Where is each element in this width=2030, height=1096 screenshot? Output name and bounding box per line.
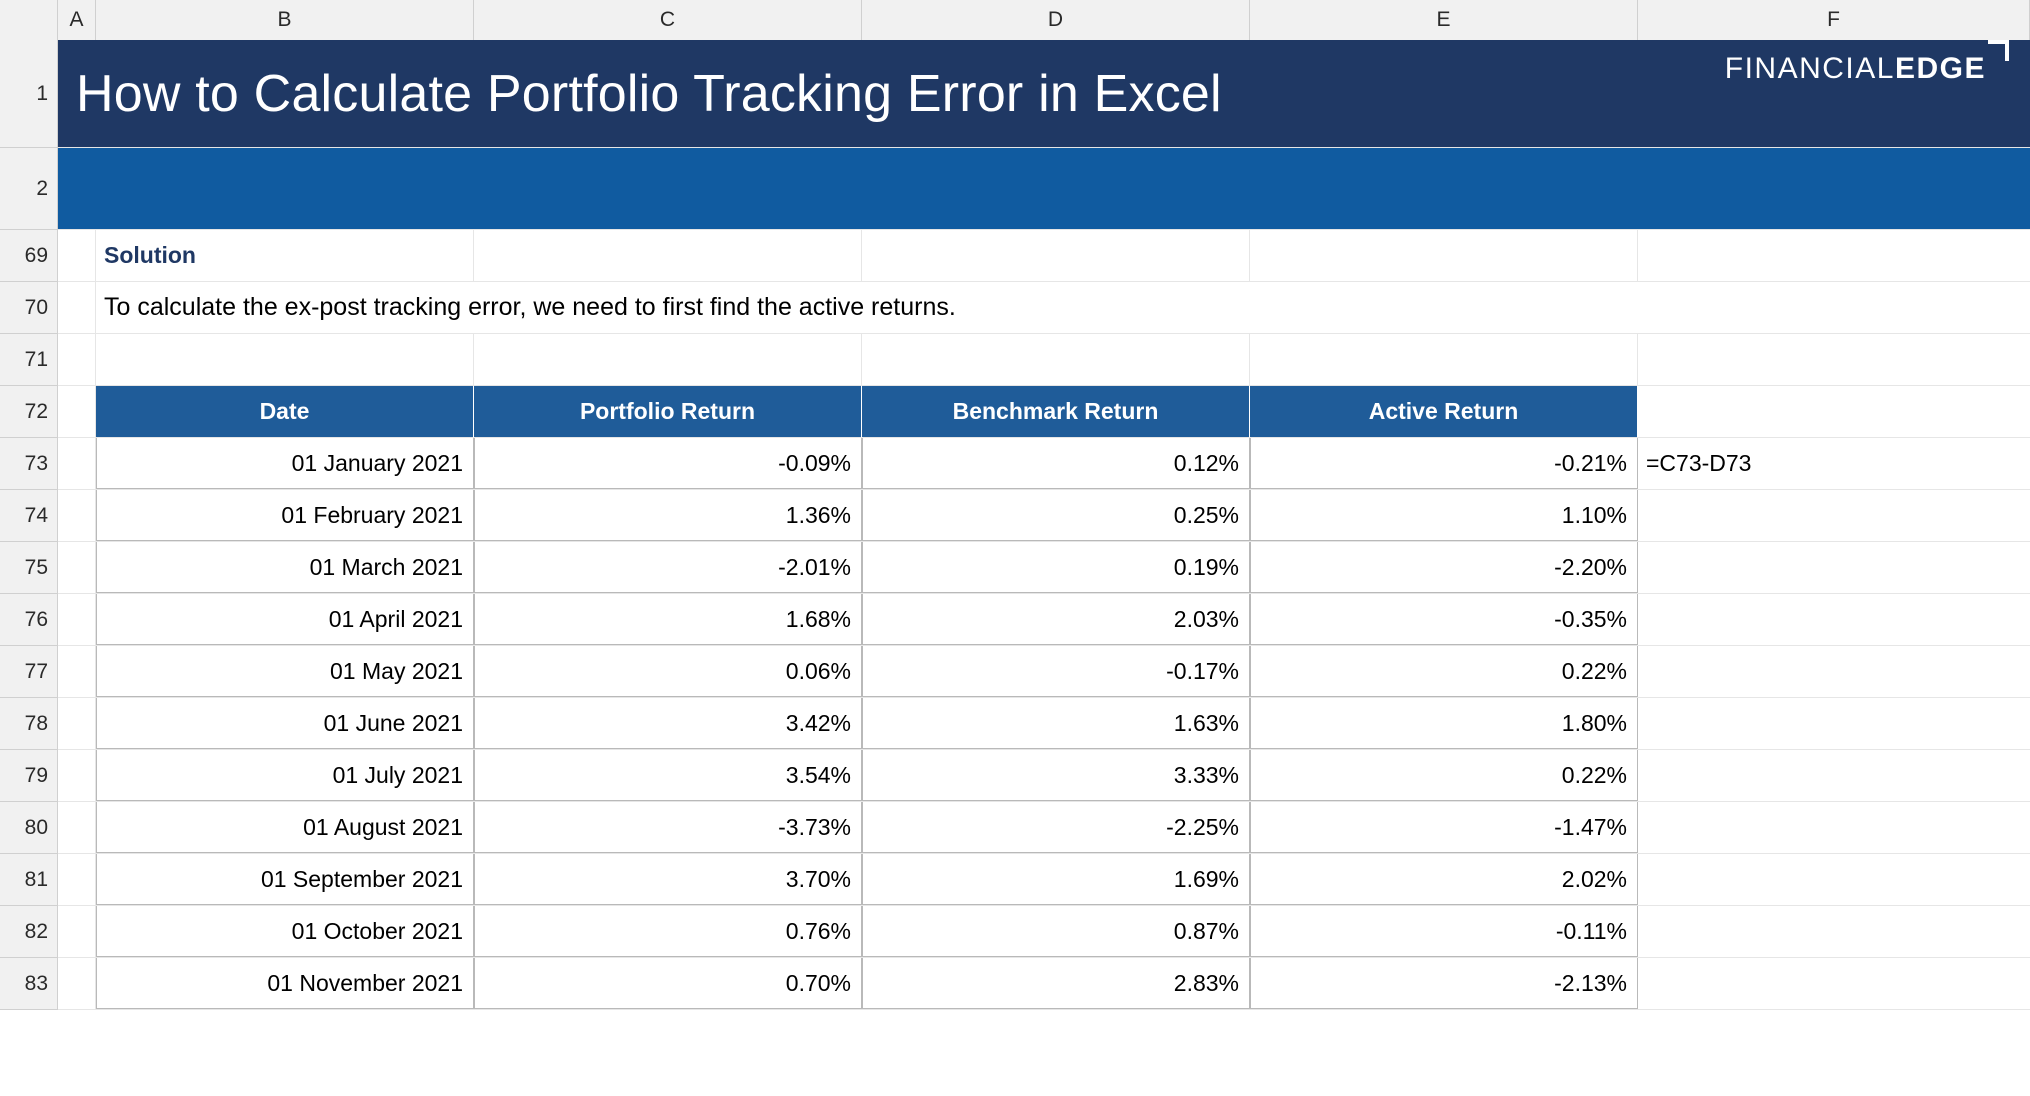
table-row <box>58 438 2030 490</box>
cell-a77[interactable] <box>58 646 96 697</box>
cell-d76-benchmark[interactable]: 2.03% <box>862 594 1250 645</box>
column-header-c[interactable]: C <box>474 0 862 40</box>
column-header-row <box>0 0 2030 40</box>
cell-a70[interactable] <box>58 282 96 333</box>
cell-e76-active[interactable]: -0.35% <box>1250 594 1638 645</box>
row-header-77[interactable]: 77 <box>0 646 57 698</box>
cell-f75[interactable] <box>1638 542 2030 593</box>
table-header-benchmark[interactable]: Benchmark Return <box>862 386 1250 437</box>
cell-b70-intro-text[interactable]: To calculate the ex-post tracking error, we need to first find the active returns. <box>104 293 956 321</box>
cell-d75-benchmark[interactable]: 0.19% <box>862 542 1250 593</box>
row-header-69[interactable]: 69 <box>0 230 57 282</box>
cell-d74-benchmark[interactable]: 0.25% <box>862 490 1250 541</box>
table-header-portfolio[interactable]: Portfolio Return <box>474 386 862 437</box>
cell-f81[interactable] <box>1638 854 2030 905</box>
cell-c71[interactable] <box>474 334 862 385</box>
cell-c81-portfolio[interactable]: 3.70% <box>474 854 862 905</box>
cell-b81-date[interactable]: 01 September 2021 <box>96 854 474 905</box>
cell-c75-portfolio[interactable]: -2.01% <box>474 542 862 593</box>
cell-b78-date[interactable]: 01 June 2021 <box>96 698 474 749</box>
table-row <box>58 854 2030 906</box>
cell-a73[interactable] <box>58 438 96 489</box>
row-header-74[interactable]: 74 <box>0 490 57 542</box>
cell-d69[interactable] <box>862 230 1250 281</box>
cell-e69[interactable] <box>1250 230 1638 281</box>
table-row <box>58 594 2030 646</box>
table-row <box>58 542 2030 594</box>
cell-a75[interactable] <box>58 542 96 593</box>
cell-c82-portfolio[interactable]: 0.76% <box>474 906 862 957</box>
cell-e81-active[interactable]: 2.02% <box>1250 854 1638 905</box>
cell-f82[interactable] <box>1638 906 2030 957</box>
cell-a71[interactable] <box>58 334 96 385</box>
cell-a79[interactable] <box>58 750 96 801</box>
table-row <box>58 646 2030 698</box>
cell-f83[interactable] <box>1638 958 2030 1009</box>
cell-e73-active[interactable]: -0.21% <box>1250 438 1638 489</box>
cell-e78-active[interactable]: 1.80% <box>1250 698 1638 749</box>
row-header-2[interactable]: 2 <box>0 148 57 230</box>
table-header-row <box>58 386 2030 438</box>
cell-b75-date[interactable]: 01 March 2021 <box>96 542 474 593</box>
cell-d81-benchmark[interactable]: 1.69% <box>862 854 1250 905</box>
cell-b82-date[interactable]: 01 October 2021 <box>96 906 474 957</box>
cell-f79[interactable] <box>1638 750 2030 801</box>
grid-body <box>0 40 2030 1010</box>
cell-f78[interactable] <box>1638 698 2030 749</box>
cell-c74-portfolio[interactable]: 1.36% <box>474 490 862 541</box>
cell-d83-benchmark[interactable]: 2.83% <box>862 958 1250 1009</box>
cell-a74[interactable] <box>58 490 96 541</box>
cell-e71[interactable] <box>1250 334 1638 385</box>
row-header-gutter <box>0 40 58 1010</box>
cell-b80-date[interactable]: 01 August 2021 <box>96 802 474 853</box>
cell-c83-portfolio[interactable]: 0.70% <box>474 958 862 1009</box>
cell-b79-date[interactable]: 01 July 2021 <box>96 750 474 801</box>
cell-a78[interactable] <box>58 698 96 749</box>
row-header-73[interactable]: 73 <box>0 438 57 490</box>
cell-f77[interactable] <box>1638 646 2030 697</box>
accent-banner-row <box>58 148 2030 230</box>
table-header-active[interactable]: Active Return <box>1250 386 1638 437</box>
title-banner-row <box>58 40 2030 148</box>
cell-d80-benchmark[interactable]: -2.25% <box>862 802 1250 853</box>
cell-e83-active[interactable]: -2.13% <box>1250 958 1638 1009</box>
cell-f74[interactable] <box>1638 490 2030 541</box>
column-header-f[interactable]: F <box>1638 0 2030 40</box>
row-header-72[interactable]: 72 <box>0 386 57 438</box>
cell-e80-active[interactable]: -1.47% <box>1250 802 1638 853</box>
logo-text-financial: FINANCIAL <box>1724 52 1895 85</box>
cell-d71[interactable] <box>862 334 1250 385</box>
page-title: How to Calculate Portfolio Tracking Error in Excel <box>76 64 1222 123</box>
cell-c79-portfolio[interactable]: 3.54% <box>474 750 862 801</box>
row-header-82[interactable]: 82 <box>0 906 57 958</box>
cell-b73-date[interactable]: 01 January 2021 <box>96 438 474 489</box>
table-header-date[interactable]: Date <box>96 386 474 437</box>
cell-b76-date[interactable]: 01 April 2021 <box>96 594 474 645</box>
cell-f80[interactable] <box>1638 802 2030 853</box>
column-header-b[interactable]: B <box>96 0 474 40</box>
cell-d78-benchmark[interactable]: 1.63% <box>862 698 1250 749</box>
row-header-75[interactable]: 75 <box>0 542 57 594</box>
row-header-80[interactable]: 80 <box>0 802 57 854</box>
table-row <box>58 802 2030 854</box>
cell-b69-solution-label[interactable]: Solution <box>96 230 474 281</box>
row-header-1[interactable]: 1 <box>0 40 57 148</box>
cell-b77-date[interactable]: 01 May 2021 <box>96 646 474 697</box>
row-header-79[interactable]: 79 <box>0 750 57 802</box>
cell-c76-portfolio[interactable]: 1.68% <box>474 594 862 645</box>
cell-e82-active[interactable]: -0.11% <box>1250 906 1638 957</box>
cell-c77-portfolio[interactable]: 0.06% <box>474 646 862 697</box>
spacer-row-71 <box>58 334 2030 386</box>
cell-c69[interactable] <box>474 230 862 281</box>
row-header-71[interactable]: 71 <box>0 334 57 386</box>
cell-f69[interactable] <box>1638 230 2030 281</box>
table-row <box>58 698 2030 750</box>
cell-d82-benchmark[interactable]: 0.87% <box>862 906 1250 957</box>
logo-text-edge: EDGE <box>1894 52 1986 85</box>
cell-c78-portfolio[interactable]: 3.42% <box>474 698 862 749</box>
cell-f72[interactable] <box>1638 386 2030 437</box>
column-header-a[interactable]: A <box>58 0 96 40</box>
cell-b83-date[interactable]: 01 November 2021 <box>96 958 474 1009</box>
row-header-81[interactable]: 81 <box>0 854 57 906</box>
cell-a83[interactable] <box>58 958 96 1009</box>
cell-d77-benchmark[interactable]: -0.17% <box>862 646 1250 697</box>
cell-a69[interactable] <box>58 230 96 281</box>
cell-c73-portfolio[interactable]: -0.09% <box>474 438 862 489</box>
cell-a72[interactable] <box>58 386 96 437</box>
cell-area <box>58 40 2030 1010</box>
financial-edge-logo <box>1725 52 2006 86</box>
logo-corner-mark <box>1988 52 2006 82</box>
cell-b71[interactable] <box>96 334 474 385</box>
cell-e75-active[interactable]: -2.20% <box>1250 542 1638 593</box>
table-row <box>58 958 2030 1010</box>
table-row <box>58 750 2030 802</box>
cell-a76[interactable] <box>58 594 96 645</box>
cell-f76[interactable] <box>1638 594 2030 645</box>
column-header-e[interactable]: E <box>1250 0 1638 40</box>
cell-c80-portfolio[interactable]: -3.73% <box>474 802 862 853</box>
column-header-d[interactable]: D <box>862 0 1250 40</box>
cell-e79-active[interactable]: 0.22% <box>1250 750 1638 801</box>
table-row <box>58 906 2030 958</box>
row-header-70[interactable]: 70 <box>0 282 57 334</box>
cell-f73-formula-note[interactable]: =C73-D73 <box>1646 450 1752 476</box>
cell-b74-date[interactable]: 01 February 2021 <box>96 490 474 541</box>
table-row <box>58 490 2030 542</box>
cell-e74-active[interactable]: 1.10% <box>1250 490 1638 541</box>
select-all-corner[interactable] <box>0 0 58 40</box>
cell-a81[interactable] <box>58 854 96 905</box>
cell-d79-benchmark[interactable]: 3.33% <box>862 750 1250 801</box>
row-header-76[interactable]: 76 <box>0 594 57 646</box>
intro-row <box>58 282 2030 334</box>
cell-a82[interactable] <box>58 906 96 957</box>
solution-row <box>58 230 2030 282</box>
cell-d73-benchmark[interactable]: 0.12% <box>862 438 1250 489</box>
row-header-83[interactable]: 83 <box>0 958 57 1010</box>
cell-e77-active[interactable]: 0.22% <box>1250 646 1638 697</box>
cell-f71[interactable] <box>1638 334 2030 385</box>
cell-a80[interactable] <box>58 802 96 853</box>
row-header-78[interactable]: 78 <box>0 698 57 750</box>
